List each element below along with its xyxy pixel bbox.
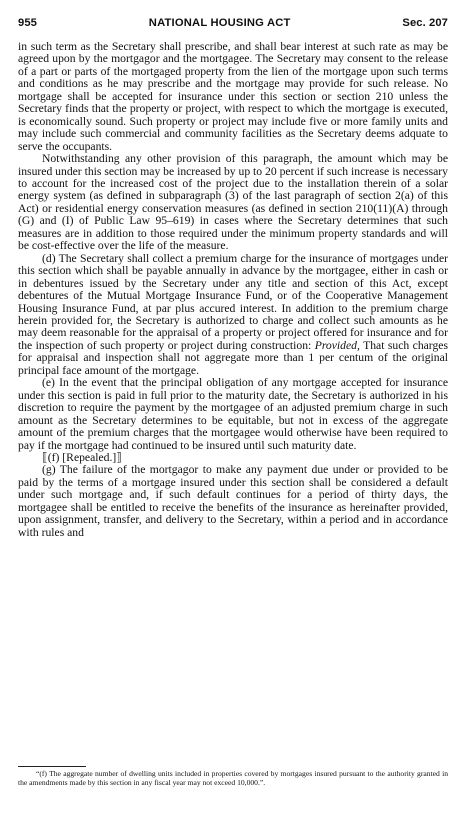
- body-text: [18, 41, 448, 539]
- act-title: NATIONAL HOUSING ACT: [148, 17, 291, 29]
- paragraph-d-premium: [18, 253, 448, 378]
- footnote-rule: [18, 766, 86, 767]
- paragraph-e-prepayment: (e) In the event that the principal obligation of any mortgage accepted for insurance under this section is paid in full prior to the maturity date, the Secretary is authorized in his discretion to require the payment by the mortgagee of an adjusted premium charge in such amount as the Secretary determines to be equitable, but not in excess of the aggregate amount of the premium charges that the mortgagee would otherwise have been required to pay if the mortgage had continued to be insured until such maturity date.: [18, 376, 448, 452]
- page-number: 955: [18, 17, 37, 29]
- paragraph-d-text: (d) The Secretary shall collect a premium charge for the insurance of mortgages under this section which shall be payable annually in advance by the mortgagee, either in cash or in debentures issued by the Secretary under any title and section of this Act, except debentures of the Mutual Mortgage Insurance Fund, or of the Cooperative Management Housing Insurance Fund, at par plus accured interest. In addition to the premium charge herein provided for, the Secretary is authorized to charge and collect such amounts as he may deem reasonable for the appraisal of a property or project offered for insurance and for the inspection of such property or project during construction:: [18, 251, 448, 352]
- proviso-italic: Provided,: [314, 338, 360, 352]
- footnote: [18, 769, 448, 787]
- paragraph-d-proviso: That such charges for appraisal and inspection shall not aggregate more than 1 per centum of the original principal face amount of the mortgage.: [18, 338, 448, 377]
- paragraph-continuation: in such term as the Secretary shall prescribe, and shall bear interest at such rate as may be agreed upon by the mortgagor and the mortgagee. The Secretary may consent to the release of a part or parts of the mortgaged property from the lien of the mortgage upon such terms and conditions as he may prescribe and the mortgage may provide for such release. No mortgage shall be accepted for insurance under this section or section 210 unless the Secretary finds that the property or project, with respect to which the mortgage is executed, is economically sound. Such property or project may include five or more family units and may include such commercial and community facilities as the Secretary deems adquate to serve the occupants.: [18, 40, 448, 153]
- paragraph-solar-energy: Notwithstanding any other provision of this paragraph, the amount which may be insured under this section may be increased by up to 20 percent if such increase is necessary to account for the increased cost of the project due to the installation therein of a solar energy system (as defined in subparagraph (3) of the last paragraph of section 2(a) of this Act) or residential energy conservation measures (as defined in section 210(11)(A) through (G) and (I) of Public Law 95–619) in cases where the Secretary determines that such measures are in addition to those required under the minimum property standards and will be cost-effective over the life of the measure.: [18, 152, 448, 253]
- section-label: Sec. 207: [402, 17, 448, 29]
- footnote-text: “(f) The aggregate number of dwelling units included in properties covered by mortgages insured pursuant to the authority granted in the amendments made by this section in any fiscal year may not exceed 10,000.”.: [18, 769, 448, 787]
- paragraph-g-default: (g) The failure of the mortgagor to make any payment due under or provided to be paid by the terms of a mortgage insured under this section shall be considered a default under such mortgage and, if such default continues for a period of thirty days, the mortgagee shall be entitled to receive the benefits of the insurance as hereinafter provided, upon assignment, transfer, and delivery to the Secretary, within a period and in accordance with rules and: [18, 463, 448, 539]
- running-header: [18, 0, 448, 29]
- paragraph-f-repealed: ⟦(f) [Repealed.]⟧: [42, 450, 123, 464]
